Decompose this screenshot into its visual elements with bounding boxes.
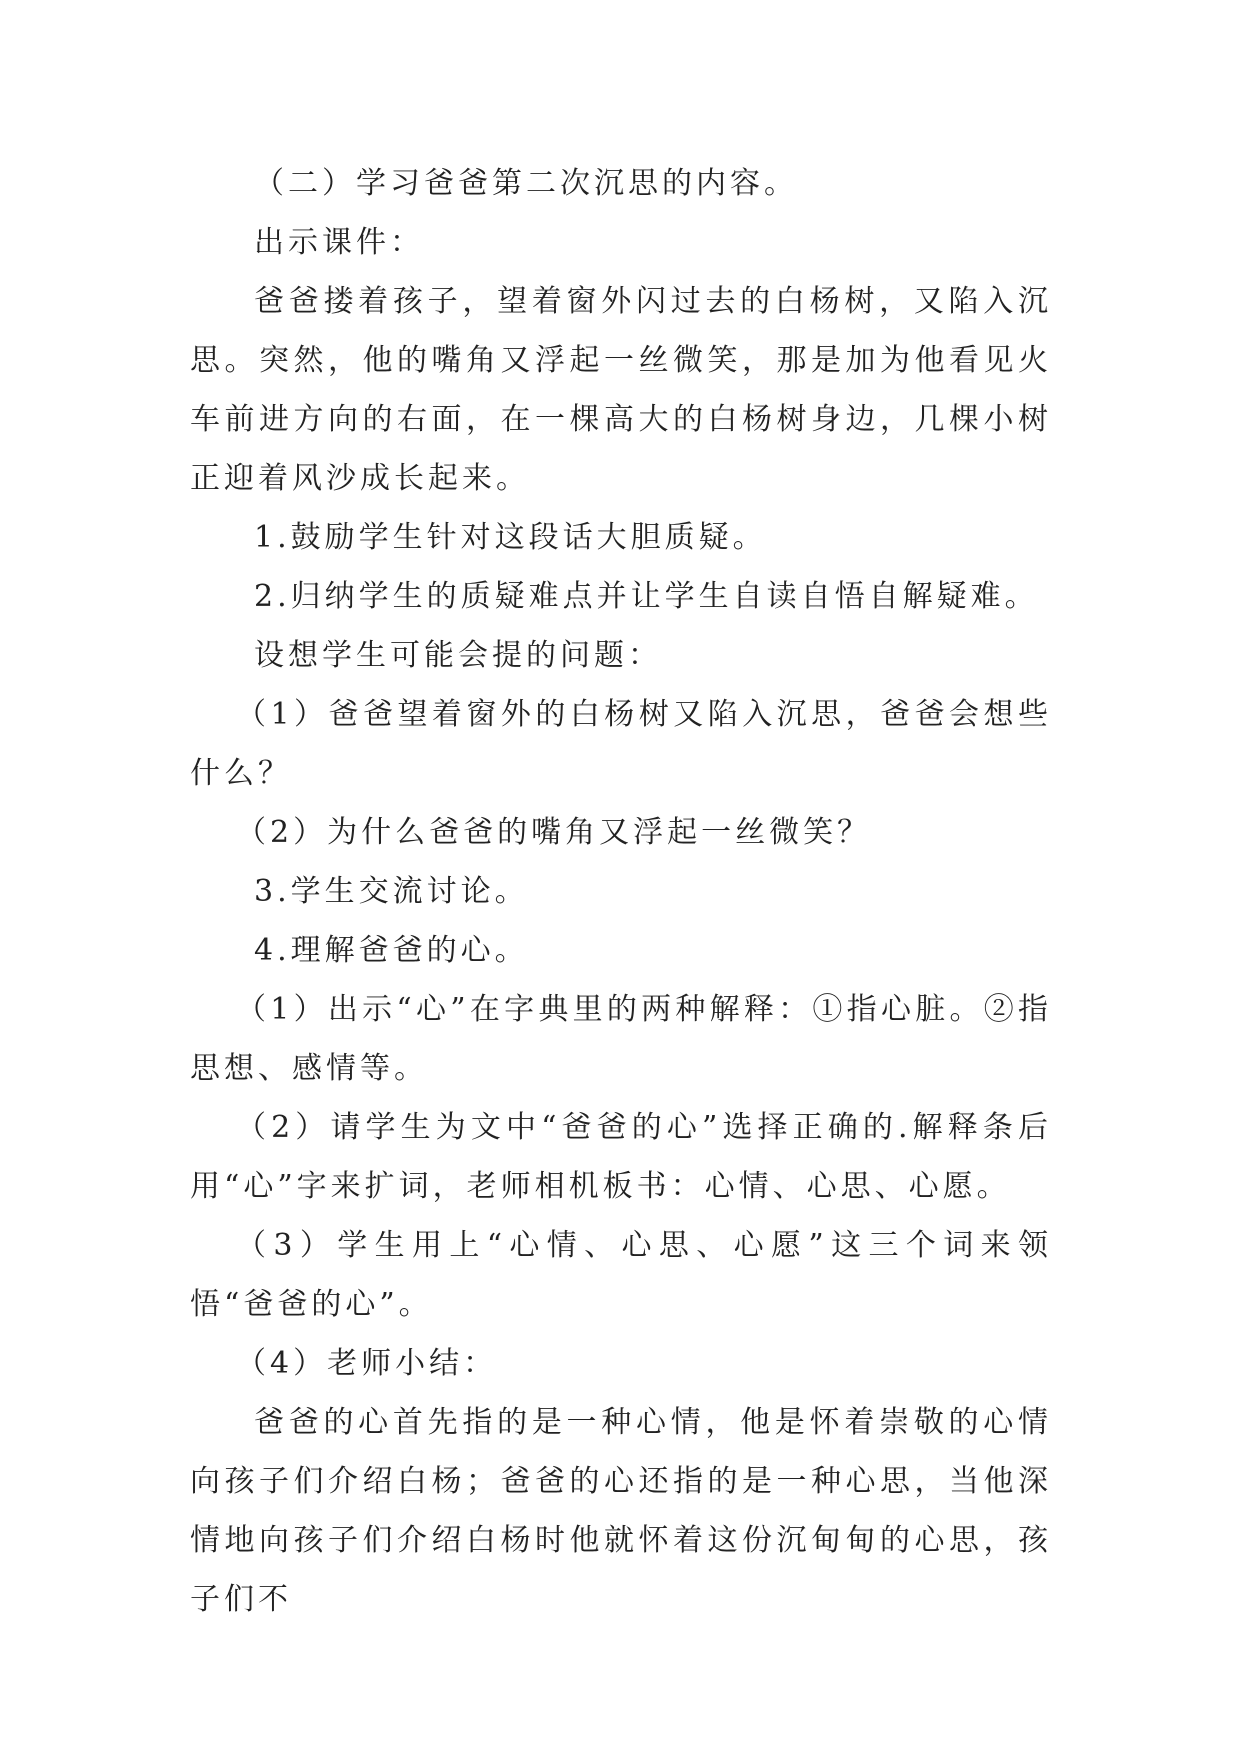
list-item: 3.学生交流讨论。 — [254, 874, 529, 909]
sub-item: （1）出示“心”在字典里的两种解释：①指心脏。②指思想、感情等。 — [190, 992, 1052, 1086]
sub-item: （4）老师小结： — [236, 1346, 498, 1381]
paragraph: 爸爸的心首先指的是一种心情，他是怀着崇敬的心情向孩子们介绍白杨；爸爸的心还指的是一种心思，当他深情地向孩子们介绍白杨时他就怀着这份沉甸甸的心思，孩子们不 — [190, 1405, 1052, 1617]
sub-item: （2）为什么爸爸的嘴角又浮起一丝微笑？ — [236, 815, 872, 850]
sub-item: （1）爸爸望着窗外的白杨树又陷入沉思，爸爸会想些什么？ — [190, 697, 1052, 791]
list-item: 4.理解爸爸的心。 — [254, 933, 529, 968]
quoted-passage: 爸爸搂着孩子，望着窗外闪过去的白杨树，又陷入沉思。突然，他的嘴角又浮起一丝微笑，那是加为他看见火车前进方向的右面，在一棵高大的白杨树身边，几棵小树正迎着风沙成长起来。 — [190, 284, 1052, 496]
paragraph: 设想学生可能会提的问题： — [254, 638, 662, 673]
list-item: 2.归纳学生的质疑难点并让学生自读自悟自解疑难。 — [254, 579, 1039, 614]
list-item: 1.鼓励学生针对这段话大胆质疑。 — [254, 520, 767, 555]
section-heading: （二）学习爸爸第二次沉思的内容。 — [254, 166, 798, 201]
sub-item: （2）请学生为文中“爸爸的心”选择正确的.解释条后用“心”字来扩词，老师相机板书：心情、心思、心愿。 — [190, 1110, 1052, 1204]
sub-item: （3）学生用上“心情、心思、心愿”这三个词来领悟“爸爸的心”。 — [190, 1228, 1052, 1322]
body-text — [190, 154, 1052, 1629]
paragraph: 出示课件： — [254, 225, 424, 260]
